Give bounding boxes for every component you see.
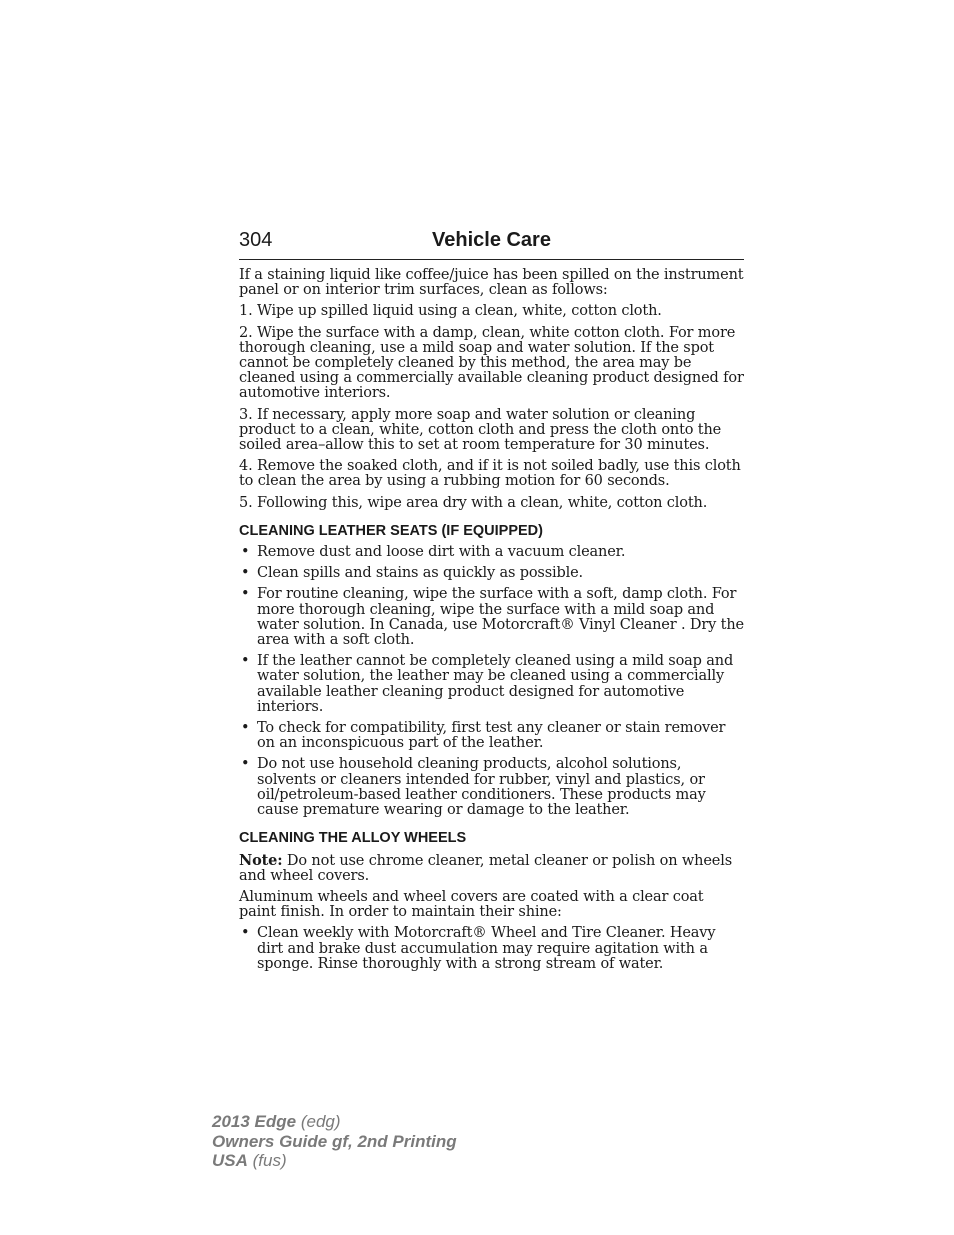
leather-heading: CLEANING LEATHER SEATS (IF EQUIPPED)	[239, 522, 543, 539]
footer-line-3	[212, 1151, 457, 1171]
step-1: 1. Wipe up spilled liquid using a clean, white, cotton cloth.	[239, 303, 662, 320]
list-item	[239, 587, 744, 648]
list-item-text: Clean spills and stains as quickly as possible.	[257, 565, 583, 582]
bullet-icon: •	[241, 586, 250, 603]
alloy-heading: CLEANING THE ALLOY WHEELS	[239, 830, 467, 847]
list-item-text: If the leather cannot be completely cleaned using a mild soap and water solution, the leather may be cleaned using a commercially available leather cleaning product designed for automotive interiors.	[257, 653, 734, 715]
footer-region: USA	[212, 1151, 248, 1170]
footer-line-2: Owners Guide gf, 2nd Printing	[212, 1131, 457, 1151]
bullet-icon: •	[241, 925, 250, 942]
list-item	[239, 654, 744, 715]
bullet-icon: •	[241, 565, 250, 582]
alloy-bullet-list	[239, 926, 744, 972]
bullet-icon: •	[241, 653, 250, 670]
page-number: 304	[239, 229, 273, 251]
list-item	[239, 566, 744, 581]
list-item	[239, 926, 744, 972]
list-item-text: For routine cleaning, wipe the surface with a soft, damp cloth. For more thorough cleaning, wipe the surface with a mild soap and water solution. In Canada, use Motorcraft® Vinyl Cleaner . Dry the area with a soft cloth.	[257, 586, 744, 649]
list-item	[239, 757, 744, 818]
list-item-text: Remove dust and loose dirt with a vacuum cleaner.	[257, 544, 626, 561]
footer-line-1	[212, 1112, 457, 1132]
bullet-icon: •	[241, 756, 250, 773]
intro-paragraph: If a staining liquid like coffee/juice has been spilled on the instrument panel or on interior trim surfaces, clean as follows:	[239, 267, 744, 299]
page-footer	[212, 1112, 457, 1171]
list-item-text: Do not use household cleaning products, alcohol solutions, solvents or cleaners intended for rubber, vinyl and plastics, or oil/petroleum-based leather conditioners. These products may cause premature wearing or damage to the leather.	[257, 756, 706, 819]
alloy-paragraph: Aluminum wheels and wheel covers are coated with a clear coat paint finish. In order to maintain their shine:	[239, 888, 704, 921]
page-content	[239, 268, 744, 978]
footer-region-code: (fus)	[247, 1151, 287, 1170]
note-label: Note:	[239, 851, 283, 869]
list-item-text: To check for compatibility, first test any cleaner or stain remover on an inconspicuous part of the leather.	[257, 720, 726, 752]
list-item	[239, 721, 744, 751]
footer-model: 2013 Edge	[212, 1112, 297, 1131]
list-item-text: Clean weekly with Motorcraft® Wheel and Tire Cleaner. Heavy dirt and brake dust accumulation may require agitation with a sponge. Rinse thoroughly with a strong stream of water.	[257, 925, 716, 972]
list-item	[239, 545, 744, 560]
alloy-note	[239, 853, 744, 884]
step-4: 4. Remove the soaked cloth, and if it is not soiled badly, use this cloth to clean the area by using a rubbing motion for 60 seconds.	[239, 458, 741, 490]
page-header	[239, 229, 744, 260]
step-5: 5. Following this, wipe area dry with a clean, white, cotton cloth.	[239, 494, 708, 511]
step-2: 2. Wipe the surface with a damp, clean, white cotton cloth. For more thorough cleaning, use a mild soap and water solution. If the spot cannot be completely cleaned by this method, the area may be cleaned using a commercially available cleaning product designed for automotive interiors.	[239, 324, 744, 402]
bullet-icon: •	[241, 720, 250, 737]
step-3: 3. If necessary, apply more soap and water solution or cleaning product to a clean, white, cotton cloth and press the cloth onto the soiled area–allow this to set at room temperature for 30 minutes.	[239, 406, 722, 454]
footer-model-code: (edg)	[296, 1112, 341, 1131]
leather-bullet-list	[239, 545, 744, 818]
bullet-icon: •	[241, 544, 250, 561]
note-text: Do not use chrome cleaner, metal cleaner or polish on wheels and wheel covers.	[239, 852, 732, 884]
page-title: Vehicle Care	[432, 229, 551, 251]
